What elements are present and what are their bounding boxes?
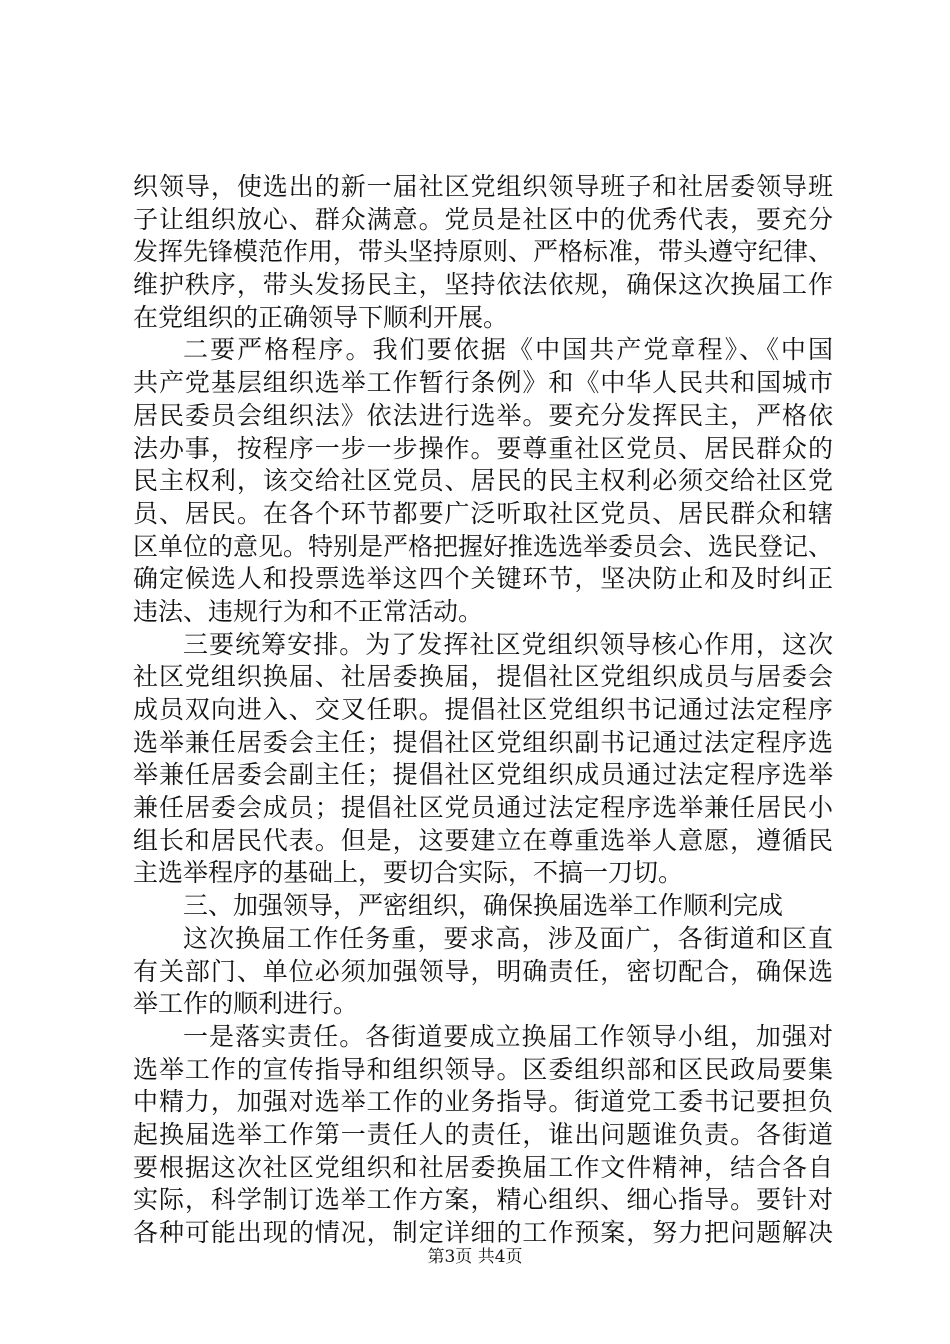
text-line: 法办事，按程序一步一步操作。要尊重社区党员、居民群众的 xyxy=(133,433,833,463)
text-line: 要根据这次社区党组织和社居委换届工作文件精神，结合各自 xyxy=(133,1152,833,1182)
text-line: 二要严格程序。我们要依据《中国共产党章程》、《中国 xyxy=(183,335,833,365)
text-line: 中精力，加强对选举工作的业务指导。街道党工委书记要担负 xyxy=(133,1087,833,1117)
text-line: 这次换届工作任务重，要求高，涉及面广，各街道和区直 xyxy=(183,923,833,953)
text-line: 成员双向进入、交叉任职。提倡社区党组织书记通过法定程序 xyxy=(133,695,833,724)
text-line: 选举工作的宣传指导和组织领导。区委组织部和区民政局要集 xyxy=(133,1054,833,1084)
text-line: 织领导，使选出的新一届社区党组织领导班子和社居委领导班 xyxy=(133,172,833,201)
text-line: 在党组织的正确领导下顺利开展。 xyxy=(133,302,509,332)
text-line: 选举兼任居委会主任；提倡社区党组织副书记通过法定程序选 xyxy=(133,727,833,757)
text-line: 违法、违规行为和不正常活动。 xyxy=(133,596,484,626)
document-body xyxy=(133,171,833,1250)
page-number-label: 第3页 共4页 xyxy=(427,1247,523,1267)
text-line: 组长和居民代表。但是，这要建立在尊重选举人意愿，遵循民 xyxy=(133,825,833,855)
text-line: 发挥先锋模范作用，带头坚持原则、严格标准，带头遵守纪律、 xyxy=(133,237,833,267)
text-line: 举工作的顺利进行。 xyxy=(133,989,359,1019)
text-line: 共产党基层组织选举工作暂行条例》和《中华人民共和国城市 xyxy=(133,368,833,398)
text-line: 居民委员会组织法》依法进行选举。要充分发挥民主，严格依 xyxy=(133,400,833,430)
text-line: 社区党组织换届、社居委换届，提倡社区党组织成员与居委会 xyxy=(133,662,833,692)
text-line: 三、加强领导，严密组织，确保换届选举工作顺利完成 xyxy=(183,891,784,921)
text-line: 一是落实责任。各街道要成立换届工作领导小组，加强对 xyxy=(183,1021,833,1051)
page-footer xyxy=(0,1246,950,1268)
text-line: 三要统筹安排。为了发挥社区党组织领导核心作用，这次 xyxy=(183,629,833,659)
text-line: 维护秩序，带头发扬民主，坚持依法依规，确保这次换届工作 xyxy=(133,270,833,300)
text-line: 实际，科学制订选举工作方案，精心组织、细心指导。要针对 xyxy=(133,1185,833,1215)
text-line: 有关部门、单位必须加强领导，明确责任，密切配合，确保选 xyxy=(133,956,833,986)
text-line: 举兼任居委会副主任；提倡社区党组织成员通过法定程序选举 xyxy=(133,760,833,790)
text-line: 各种可能出现的情况，制定详细的工作预案，努力把问题解决 xyxy=(133,1218,833,1247)
text-line: 确定候选人和投票选举这四个关键环节，坚决防止和及时纠正 xyxy=(133,564,833,594)
text-line: 兼任居委会成员；提倡社区党员通过法定程序选举兼任居民小 xyxy=(133,793,833,823)
text-line: 民主权利，该交给社区党员、居民的民主权利必须交给社区党 xyxy=(133,466,833,496)
text-line: 主选举程序的基础上，要切合实际，不搞一刀切。 xyxy=(133,858,684,888)
text-line: 员、居民。在各个环节都要广泛听取社区党员、居民群众和辖 xyxy=(133,498,833,528)
text-line: 子让组织放心、群众满意。党员是社区中的优秀代表，要充分 xyxy=(133,204,833,234)
text-line: 起换届选举工作第一责任人的责任，谁出问题谁负责。各街道 xyxy=(133,1119,833,1149)
text-line: 区单位的意见。特别是严格把握好推选选举委员会、选民登记、 xyxy=(133,531,833,561)
